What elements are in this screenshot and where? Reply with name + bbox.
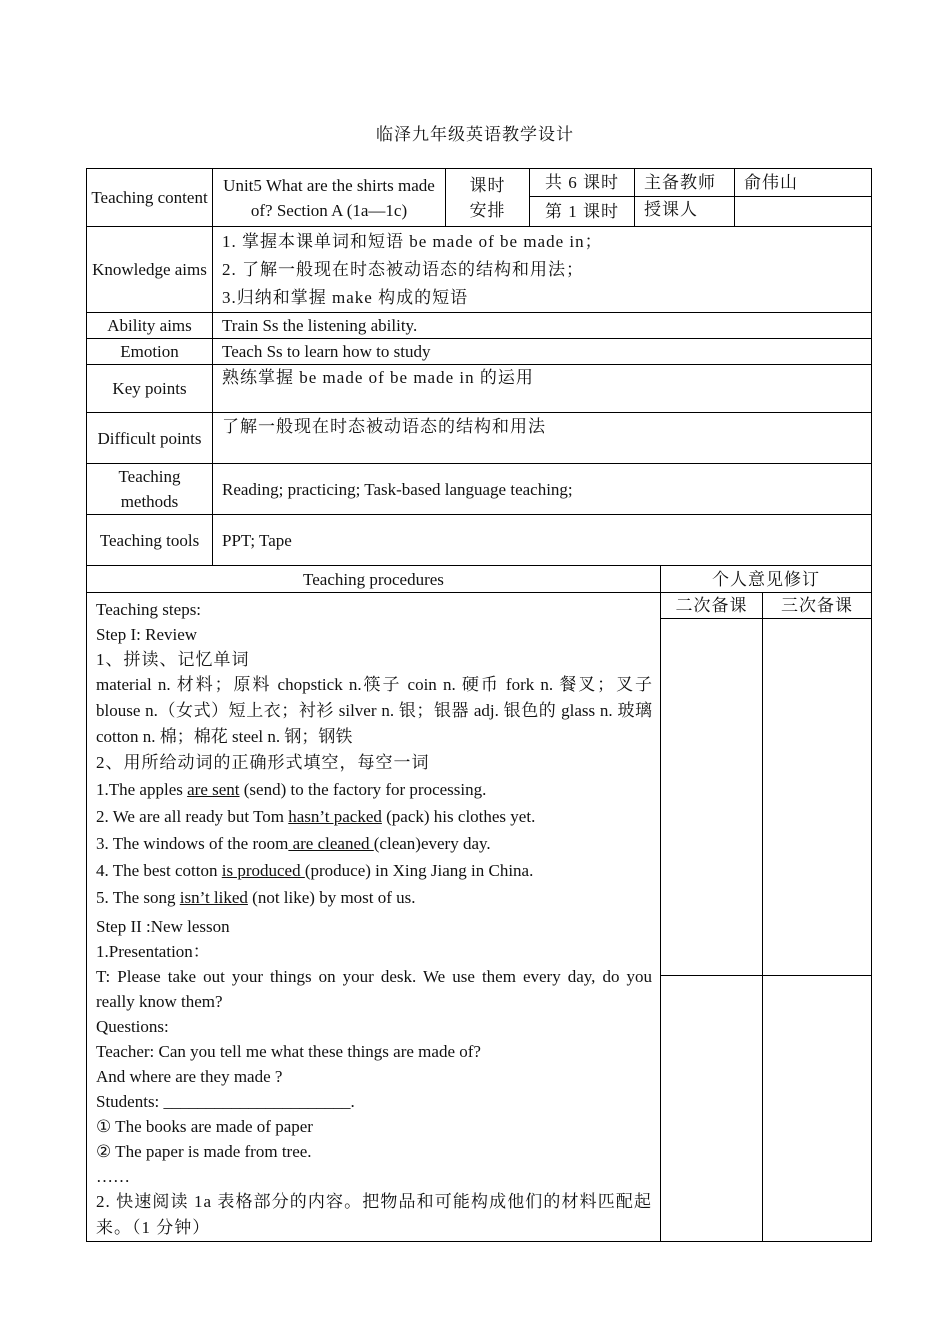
knowledge-aim-item: 1. 掌握本课单词和短语 be made of be made in； — [222, 231, 603, 251]
key-points-value: 熟练掌握 be made of be made in 的运用 — [213, 365, 872, 413]
emotion-value: Teach Ss to learn how to study — [213, 339, 872, 365]
current-lesson: 第 1 课时 — [530, 197, 635, 227]
questions-label: Questions: — [96, 1017, 169, 1036]
reading-task: 2. 快速阅读 1a 表格部分的内容。把物品和可能构成他们的材料匹配起来。（1 分钟） — [96, 1192, 652, 1237]
exercise-4-answer: is produced — [221, 861, 305, 880]
step-one-heading: Step I: Review — [96, 625, 198, 644]
step-two-heading: Step II :New lesson — [96, 917, 230, 936]
review-sub-2: 2、用所给动词的正确形式填空，每空一词 — [96, 753, 430, 772]
second-prep-notes-upper — [661, 619, 763, 976]
review-sub-1: 1、拼读、记忆单词 — [96, 650, 250, 669]
teacher-question: Teacher: Can you tell me what these things are made of? — [96, 1042, 481, 1061]
sample-answer-2: ② The paper is made from tree. — [96, 1142, 312, 1161]
lead-teacher-name: 俞伟山 — [735, 169, 872, 197]
ellipsis-line: …… — [96, 1167, 130, 1186]
teaching-methods-label: Teaching methods — [87, 464, 213, 515]
exercise-2: 2. We are all ready but Tom hasn’t packed (pack) his clothes yet. — [96, 807, 536, 826]
third-prep-header: 三次备课 — [763, 593, 872, 619]
teaching-steps-cell — [87, 593, 661, 1242]
teaching-procedures-table — [86, 565, 872, 1242]
page-title: 临泽九年级英语教学设计 — [376, 125, 574, 144]
difficult-points-label: Difficult points — [87, 413, 213, 464]
knowledge-aims-list — [213, 227, 872, 313]
teacher-instruction: T: Please take out your things on your desk. We use them every day, do you really know them? — [96, 967, 652, 1011]
exercise-5-answer: isn’t liked — [179, 888, 248, 907]
lecturer-name — [735, 197, 872, 227]
exercise-3-answer: are cleaned — [288, 834, 374, 853]
key-points-label: Key points — [87, 365, 213, 413]
sample-answer-1: ① The books are made of paper — [96, 1117, 313, 1136]
knowledge-aim-item: 2. 了解一般现在时态被动语态的结构和用法； — [222, 259, 584, 279]
teaching-content-value: Unit5 What are the shirts made of? Section A (1a—1c) — [213, 169, 446, 227]
lead-teacher-label: 主备教师 — [635, 169, 735, 197]
exercise-2-answer: hasn’t packed — [288, 807, 382, 826]
exercise-3: 3. The windows of the room are cleaned (clean)every day. — [96, 834, 491, 853]
knowledge-aims-label: Knowledge aims — [87, 227, 213, 313]
lesson-info-table — [86, 168, 872, 566]
exercise-1: 1.The apples are sent (send) to the factory for processing. — [96, 780, 487, 799]
teaching-steps-label: Teaching steps: — [96, 600, 202, 619]
third-prep-notes-lower — [763, 975, 872, 1241]
second-prep-header: 二次备课 — [661, 593, 763, 619]
lecturer-label: 授课人 — [635, 197, 735, 227]
ability-aims-label: Ability aims — [87, 313, 213, 339]
vocabulary-list: material n. 材料；原料 chopstick n.筷子 coin n. 硬币 fork n. 餐叉；叉子 blouse n.（女式）短上衣；衬衫 silver n. 银；银器 adj. 银色的 glass n. 玻璃 cotton n. 棉；棉花 steel n. 钢；钢铁 — [96, 675, 652, 746]
teaching-methods-value: Reading; practicing; Task-based language teaching; — [213, 464, 872, 515]
third-prep-notes-upper — [763, 619, 872, 976]
teaching-content-label: Teaching content — [87, 169, 213, 227]
difficult-points-value: 了解一般现在时态被动语态的结构和用法 — [213, 413, 872, 464]
teaching-tools-label: Teaching tools — [87, 515, 213, 566]
students-blank: Students: ______________________. — [96, 1092, 355, 1111]
exercise-4: 4. The best cotton is produced (produce) in Xing Jiang in China. — [96, 861, 534, 880]
knowledge-aim-item: 3.归纳和掌握 make 构成的短语 — [222, 287, 469, 307]
emotion-label: Emotion — [87, 339, 213, 365]
teaching-tools-value: PPT; Tape — [213, 515, 872, 566]
schedule-label: 课时安排 — [446, 169, 530, 227]
total-lessons: 共 6 课时 — [530, 169, 635, 197]
teaching-procedures-header: Teaching procedures — [87, 566, 661, 593]
where-question: And where are they made ? — [96, 1067, 283, 1086]
ability-aims-value: Train Ss the listening ability. — [213, 313, 872, 339]
second-prep-notes-lower — [661, 975, 763, 1241]
personal-opinion-header: 个人意见修订 — [661, 566, 872, 593]
presentation-heading: 1.Presentation： — [96, 942, 210, 961]
exercise-1-answer: are sent — [187, 780, 240, 799]
exercise-5: 5. The song isn’t liked (not like) by most of us. — [96, 888, 416, 907]
